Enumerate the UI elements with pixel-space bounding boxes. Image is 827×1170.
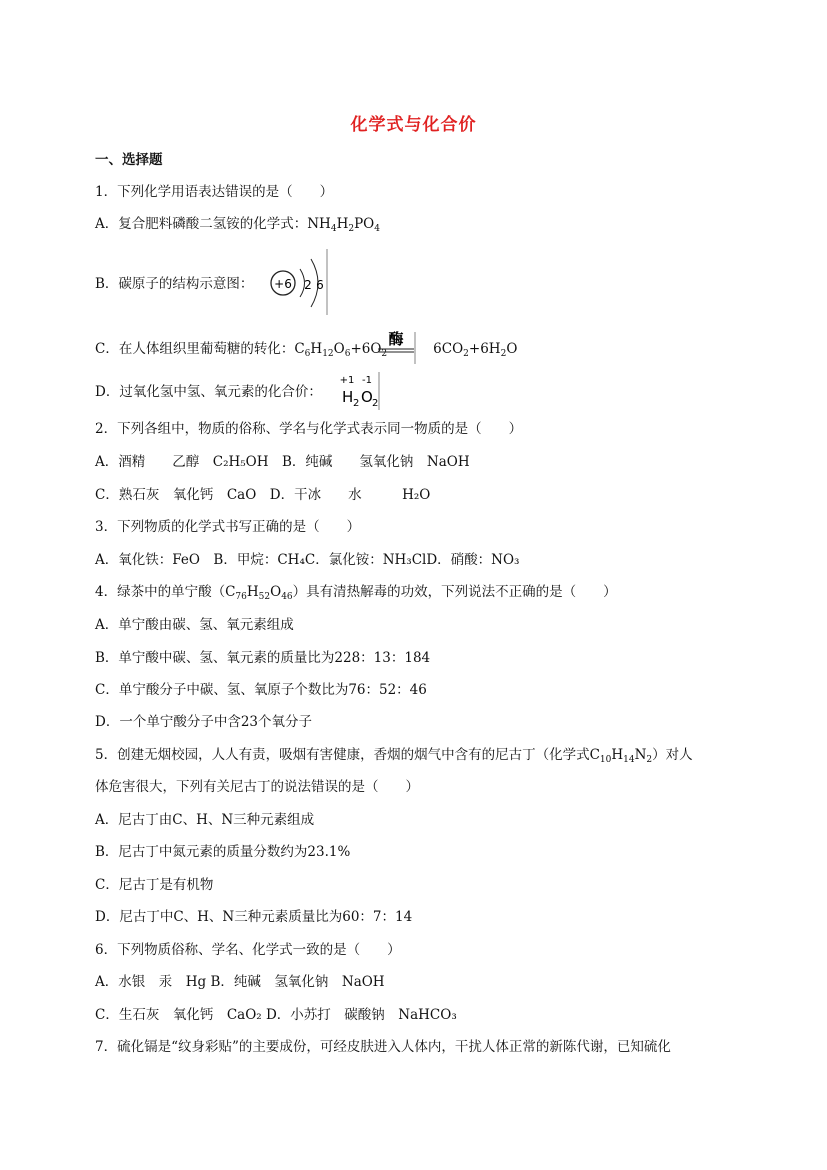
- question-5-stem-line2: 体危害很大，下列有关尼古丁的说法错误的是（ ）: [95, 779, 419, 795]
- svg-text:2: 2: [372, 398, 379, 409]
- carbon-atom-structure-diagram: [267, 247, 329, 317]
- h2o2-valence-figure: [338, 372, 380, 410]
- valence-o: -1: [362, 375, 372, 386]
- section-heading: 一、选择题: [95, 152, 163, 168]
- valence-h: +1: [339, 375, 355, 386]
- question-4-stem: 4．绿茶中的单宁酸$(C_{76}H_{52}O_{46})$具有清热解毒的功效，下列说法不正确的是（ ）: [95, 584, 617, 602]
- question-1-option-a: A．复合肥料磷酸二氢铵的化学式：$NH_4H_2PO_4$: [95, 216, 380, 234]
- enzyme-reaction-arrow: [378, 330, 416, 366]
- question-5-option-d: D．尼古丁中C、H、N三种元素质量比为60：7：14: [95, 909, 413, 925]
- question-2-options-ab: A．酒精 乙醇 C₂H₅OH B．纯碱 氢氧化钠 NaOH: [95, 454, 470, 470]
- question-2-stem: 2．下列各组中，物质的俗称、学名与化学式表示同一物质的是（ ）: [95, 421, 523, 437]
- formula-o: O: [361, 388, 373, 406]
- question-1-option-c: C．在人体组织里葡萄糖的转化：$C_6H_{12}O_6+6O_2$ $6CO_2+6H_2O$: [95, 341, 518, 359]
- nucleus-charge: +6: [274, 277, 292, 291]
- inner-shell-electrons: 2: [304, 278, 312, 292]
- enzyme-label: 酶: [388, 330, 404, 348]
- question-3-stem: 3．下列物质的化学式书写正确的是（ ）: [95, 519, 361, 535]
- svg-text:2: 2: [353, 398, 360, 409]
- question-5-stem-line1: 5．创建无烟校园，人人有责，吸烟有害健康，香烟的烟气中含有的尼古丁（化学式$C_{10}H_{14}N_2$）对人: [95, 747, 693, 765]
- question-5-option-a: A．尼古丁由C、H、N三种元素组成: [95, 812, 315, 828]
- question-1-stem: 1．下列化学用语表达错误的是（ ）: [95, 184, 334, 200]
- question-4-option-a: A．单宁酸由碳、氢、氧元素组成: [95, 617, 294, 633]
- question-6-stem: 6．下列物质俗称、学名、化学式一致的是（ ）: [95, 942, 401, 958]
- question-6-options-ab: A．水银 汞 Hg B．纯碱 氢氧化钠 NaOH: [95, 974, 385, 990]
- page-title: 化学式与化合价: [350, 115, 477, 135]
- question-4-option-b: B．单宁酸中碳、氢、氧元素的质量比为228：13：184: [95, 650, 431, 666]
- question-4-option-d: D．一个单宁酸分子中含23个氧分子: [95, 714, 313, 730]
- outer-shell-electrons: 6: [316, 278, 324, 292]
- question-5-option-b: B．尼古丁中氮元素的质量分数约为23.1%: [95, 844, 351, 860]
- question-1-option-b: B．碳原子的结构示意图：: [95, 276, 254, 292]
- question-3-options: A．氧化铁：FeO B．甲烷：CH₄C．氯化铵：NH₃ClD．硝酸：NO₃: [95, 552, 520, 568]
- question-7-stem: 7．硫化镉是“纹身彩贴”的主要成份，可经皮肤进入人体内，干扰人体正常的新陈代谢，已知硫化: [95, 1039, 671, 1055]
- question-6-options-cd: C．生石灰 氧化钙 CaO₂ D．小苏打 碳酸钠 NaHCO₃: [95, 1007, 457, 1023]
- question-1-option-d: D．过氧化氢中氢、氧元素的化合价：: [95, 384, 322, 400]
- formula-h: H: [342, 388, 354, 406]
- question-4-option-c: C．单宁酸分子中碳、氢、氧原子个数比为76：52：46: [95, 682, 427, 698]
- question-2-options-cd: C．熟石灰 氧化钙 CaO D．干冰 水 H₂O: [95, 487, 431, 503]
- question-5-option-c: C．尼古丁是有机物: [95, 877, 214, 893]
